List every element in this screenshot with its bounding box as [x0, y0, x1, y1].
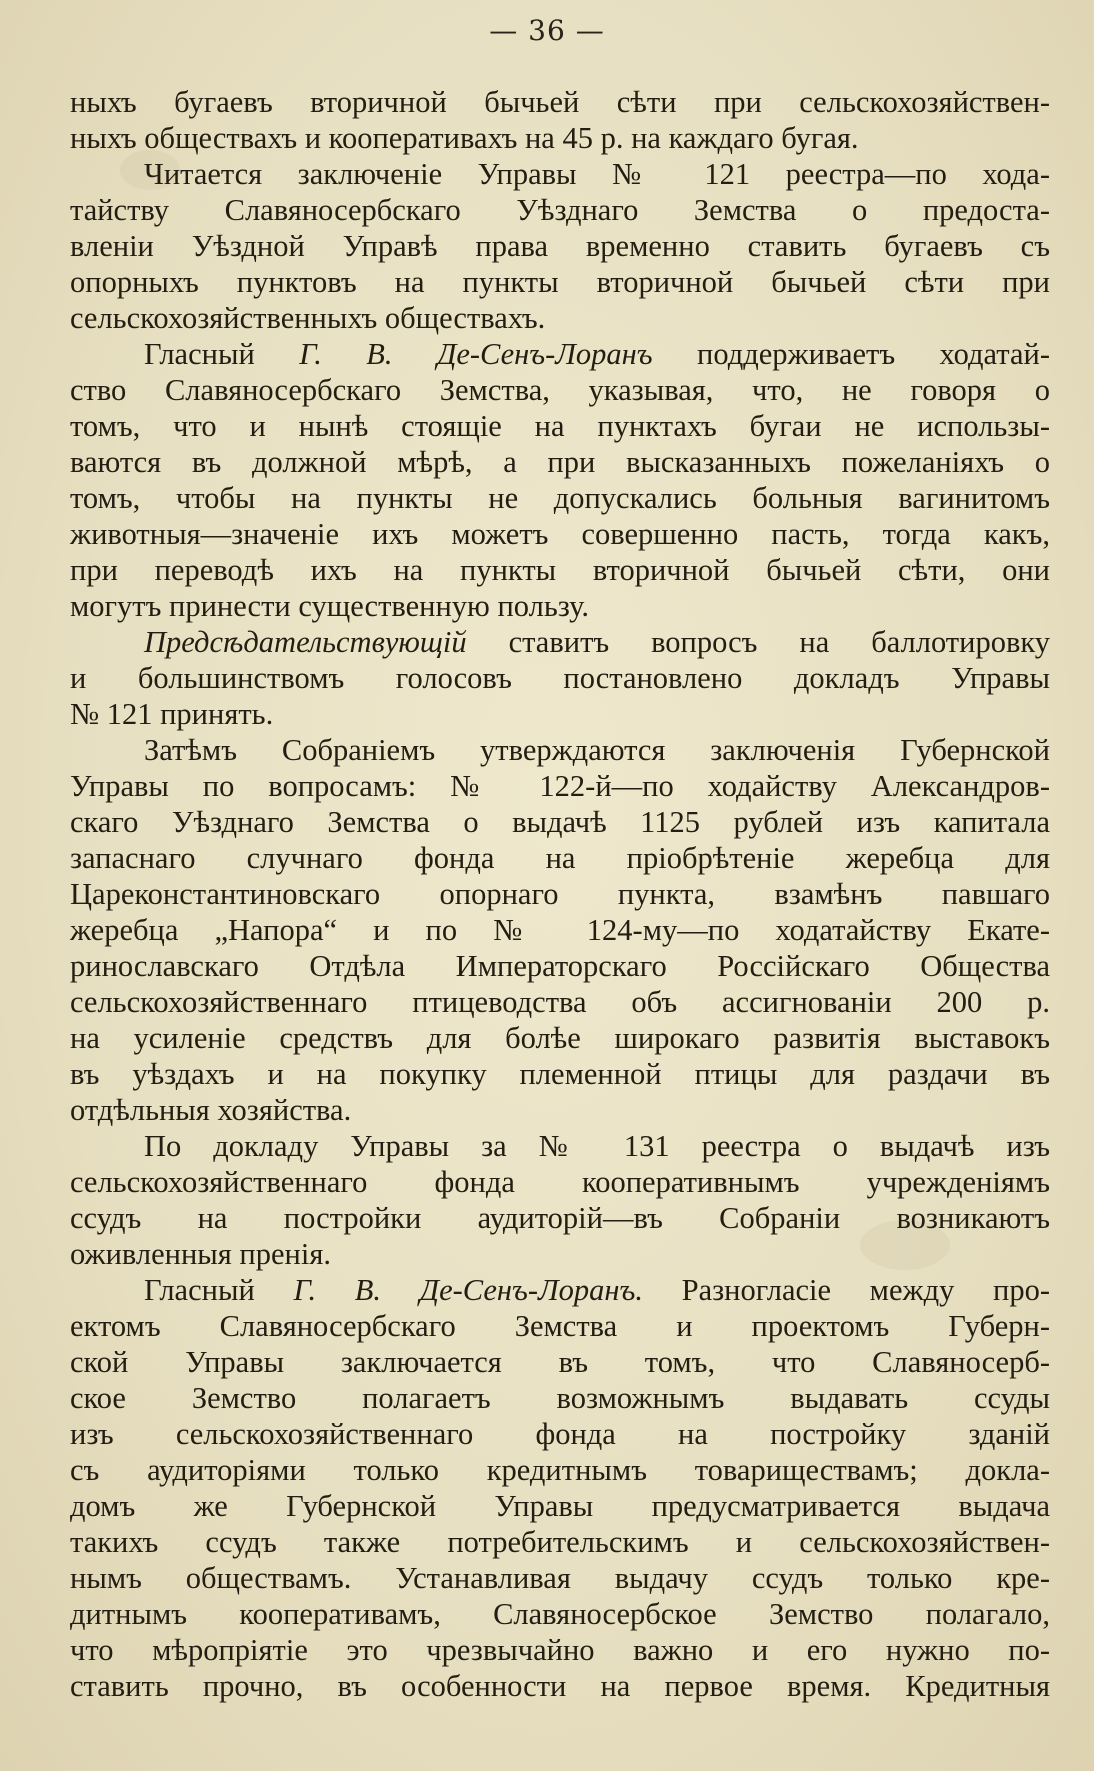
text-line: могутъ принести существенную пользу.: [70, 589, 589, 623]
speaker-name: Предсѣдательствующій: [144, 625, 467, 659]
text-line: что мѣропріятіе это чрезвычайно важно и его нужно по-: [70, 1633, 1050, 1667]
text-line: ссудъ на постройки аудиторій—въ Собраніи возникаютъ: [70, 1201, 1050, 1235]
text-line: ектомъ Славяносербскаго Земства и проектомъ Губерн-: [70, 1309, 1050, 1343]
text-line: По докладу Управы за № 131 реестра о выдачѣ изъ: [144, 1129, 1050, 1163]
text-line: Затѣмъ Собраніемъ утверждаются заключенія Губернской: [144, 733, 1050, 767]
text-line: домъ же Губернской Управы предусматривается выдача: [70, 1489, 1050, 1523]
text-line: ской Управы заключается въ томъ, что Славяносерб-: [70, 1345, 1050, 1379]
text-line: сельскохозяйственнаго птицеводства объ ассигнованіи 200 р.: [70, 985, 1050, 1019]
text-line: ныхъ бугаевъ вторичной бычьей сѣти при сельскохозяйствен-: [70, 85, 1050, 119]
text-line: томъ, что и нынѣ стоящіе на пунктахъ бугаи не использы-: [70, 409, 1050, 443]
text-line: запаснаго случнаго фонда на пріобрѣтеніе жеребца для: [70, 841, 1050, 875]
text-line: на усиленіе средствъ для болѣе широкаго развитія выставокъ: [70, 1021, 1050, 1055]
text-line: скаго Уѣзднаго Земства о выдачѣ 1125 рублей изъ капитала: [70, 805, 1050, 839]
text-line: опорныхъ пунктовъ на пункты вторичной бычьей сѣти при: [70, 265, 1050, 299]
text-line: въ уѣздахъ и на покупку племенной птицы для раздачи въ: [70, 1057, 1050, 1091]
document-body: [70, 84, 1050, 1704]
line-prefix: Гласный: [144, 337, 300, 371]
line-suffix: ставитъ вопросъ на баллотировку: [466, 625, 1050, 659]
text-line: Управы по вопросамъ: № 122-й—по ходайству Александров-: [70, 769, 1050, 803]
text-line: животныя—значеніе ихъ можетъ совершенно пасть, тогда какъ,: [70, 517, 1050, 551]
text-line: ныхъ обществахъ и кооперативахъ на 45 р. на каждаго бугая.: [70, 121, 859, 155]
text-line: и большинствомъ голосовъ постановлено докладъ Управы: [70, 661, 1050, 695]
text-line: отдѣльныя хозяйства.: [70, 1093, 352, 1127]
text-line: при переводѣ ихъ на пункты вторичной бычьей сѣти, они: [70, 553, 1050, 587]
text-line: № 121 принять.: [70, 697, 274, 731]
text-line: ринославскаго Отдѣла Императорскаго Россійскаго Общества: [70, 949, 1050, 983]
text-line: [70, 624, 1050, 660]
text-line: Читается заключеніе Управы № 121 реестра—по хода-: [144, 157, 1050, 191]
text-line: ваются въ должной мѣрѣ, а при высказанныхъ пожеланіяхъ о: [70, 445, 1050, 479]
text-line: ставить прочно, въ особенности на первое время. Кредитныя: [70, 1669, 1050, 1703]
line-prefix: Гласный: [144, 1273, 294, 1307]
text-line: съ аудиторіями только кредитнымъ товариществамъ; докла-: [70, 1453, 1050, 1487]
line-suffix: поддерживаетъ ходатай-: [652, 337, 1050, 371]
text-line: ство Славяносербскаго Земства, указывая, что, не говоря о: [70, 373, 1050, 407]
speaker-name: Г. В. Де-Сенъ-Лоранъ: [299, 337, 653, 371]
text-line: [70, 336, 1050, 372]
text-line: сельскохозяйственнаго фонда кооперативнымъ учрежденіямъ: [70, 1165, 1050, 1199]
text-line: изъ сельскохозяйственнаго фонда на постройку зданій: [70, 1417, 1050, 1451]
text-line: томъ, чтобы на пункты не допускались больныя вагинитомъ: [70, 481, 1050, 515]
line-suffix: Разногласіе между про-: [642, 1273, 1050, 1307]
text-line: сельскохозяйственныхъ обществахъ.: [70, 301, 546, 335]
text-line: ское Земство полагаетъ возможнымъ выдавать ссуды: [70, 1381, 1050, 1415]
speaker-name: Г. В. Де-Сенъ-Лоранъ.: [293, 1273, 643, 1307]
text-line: нымъ обществамъ. Устанавливая выдачу ссудъ только кре-: [70, 1561, 1050, 1595]
text-line: такихъ ссудъ также потребительскимъ и сельскохозяйствен-: [70, 1525, 1050, 1559]
text-line: [70, 1272, 1050, 1308]
text-line: дитнымъ кооперативамъ, Славяносербское Земство полагало,: [70, 1597, 1050, 1631]
text-line: Цареконстантиновскаго опорнаго пункта, взамѣнъ павшаго: [70, 877, 1050, 911]
text-line: вленіи Уѣздной Управѣ права временно ставить бугаевъ съ: [70, 229, 1050, 263]
page-number: — 36 —: [489, 14, 605, 47]
text-line: тайству Славяносербскаго Уѣзднаго Земства о предоста-: [70, 193, 1050, 227]
text-line: жеребца „Напора“ и по № 124-му—по ходатайству Екате-: [70, 913, 1050, 947]
text-line: оживленныя пренія.: [70, 1237, 331, 1271]
